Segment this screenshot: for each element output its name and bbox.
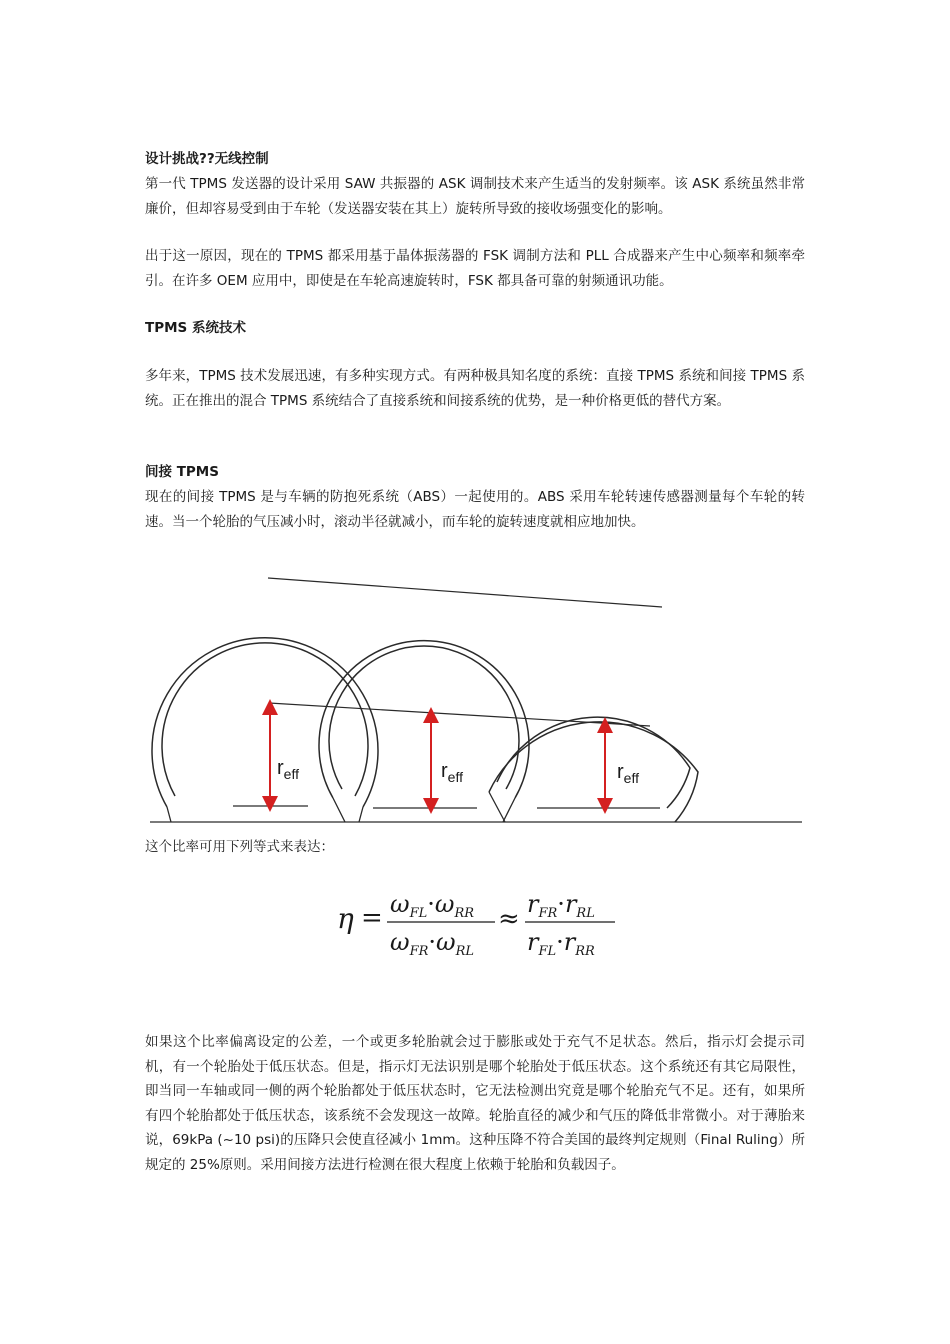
radius-label-2: $r_{eff}$: [441, 760, 463, 785]
wheel-2-inner-rim: [329, 646, 519, 789]
equation-approx: ≈: [498, 904, 520, 934]
top-tangent-line: [268, 578, 662, 607]
wheel-3-outer-tire: [489, 722, 698, 822]
ratio-equation: [335, 880, 625, 970]
wheel-middle: [319, 641, 529, 822]
paragraph-tpms-overview: 多年来，TPMS 技术发展迅速，有多种实现方式。有两种极具知名度的系统：直接 TPMS 系统和间接 TPMS 系统。正在推出的混合 TPMS 系统结合了直接系统和间接系统的优势，是一种价格更低的替代方案。: [145, 368, 805, 409]
paragraph-fsk-modulation: 出于这一原因，现在的 TPMS 都采用基于晶体振荡器的 FSK 调制方法和 PLL 合成器来产生中心频率和频率牵引。在许多 OEM 应用中，即使是在车轮高速旋转时，FSK 都具备可靠的射频通讯功能。: [145, 248, 805, 289]
equation-num-right: $r_{FR}\cdot r_{RL}$: [527, 890, 595, 921]
wheels-effective-radius-figure: [145, 570, 810, 832]
paragraph-indirect-abs: 现在的间接 TPMS 是与车辆的防抱死系统（ABS）一起使用的。ABS 采用车轮转速传感器测量每个车轮的转速。当一个轮胎的气压减小时，滚动半径就减小，而车轮的旋转速度就相应地加快。: [145, 489, 805, 530]
equation-den-left: $\omega_{FR}\cdot\omega_{RL}$: [390, 928, 475, 959]
equation-equals: =: [361, 903, 383, 933]
wheel-2-outer-tire: [319, 641, 529, 798]
wheel-rear: [489, 717, 698, 822]
equation-eta: η: [337, 902, 354, 935]
wheel-1-outer-tire: [152, 638, 378, 807]
paragraph-ratio-intro: 这个比率可用下列等式来表达：: [145, 839, 334, 855]
paragraph-ask-first-generation: 第一代 TPMS 发送器的设计采用 SAW 共振器的 ASK 调制技术来产生适当的发射频率。该 ASK 系统虽然非常廉价，但却容易受到由于车轮（发送器安装在其上）旋转所导致的接收场强变化的影响。: [145, 176, 805, 217]
heading-indirect-tpms: 间接 TPMS: [145, 464, 219, 480]
equation-num-left: $\omega_{FL}\cdot\omega_{RR}$: [390, 890, 475, 921]
wheel-front-left: [152, 638, 378, 822]
wheel-1-inner-rim: [162, 643, 368, 796]
equation-den-right: $r_{FL}\cdot r_{RR}$: [527, 928, 595, 959]
heading-wireless-control: 设计挑战??无线控制: [145, 151, 269, 167]
paragraph-ratio-limitations: 如果这个比率偏离设定的公差，一个或更多轮胎就会过于膨胀或处于充气不足状态。然后，指示灯会提示司机，有一个轮胎处于低压状态。但是，指示灯无法识别是哪个轮胎处于低压状态。这个系统还有其它局限性，即当同一车轴或同一侧的两个轮胎都处于低压状态时，它无法检测出究竟是哪个轮胎充气不足。还有，如果所有四个轮胎都处于低压状态，该系统不会发现这一故障。轮胎直径的减少和气压的降低非常微小。对于薄胎来说，69kPa (~10 psi)的压降只会使直径减小 1mm。这种压降不符合美国的最终判定规则（Final Ruling）所规定的 25%原则。采用间接方法进行检测在很大程度上依赖于轮胎和负载因子。: [145, 1034, 805, 1173]
heading-tpms-system-tech: TPMS 系统技术: [145, 320, 246, 336]
radius-label-3: $r_{eff}$: [617, 761, 639, 786]
center-line: [269, 703, 650, 726]
radius-label-1: $r_{eff}$: [277, 757, 299, 782]
wheel-3-inner-rim: [497, 717, 690, 808]
